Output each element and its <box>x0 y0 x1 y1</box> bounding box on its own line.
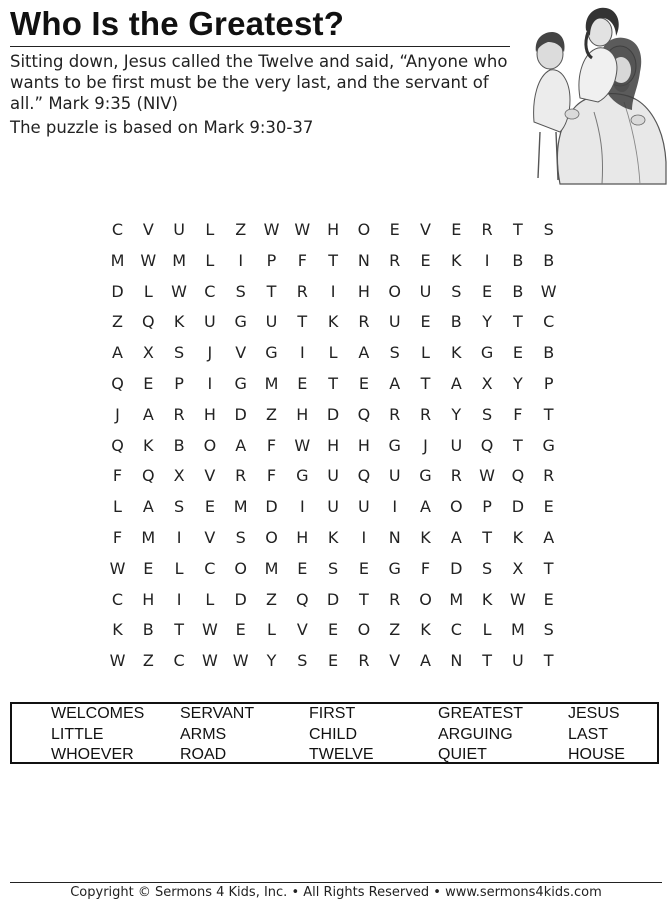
grid-letter: K <box>512 528 524 547</box>
grid-letter: H <box>357 435 370 455</box>
grid-letter: T <box>328 250 338 270</box>
grid-letter: T <box>266 281 277 301</box>
grid-letter: E <box>358 374 369 393</box>
grid-letter: L <box>174 558 184 578</box>
grid-letter: R <box>450 466 462 486</box>
grid-letter: Z <box>142 651 154 671</box>
grid-letter: F <box>112 528 123 547</box>
grid-letter: O <box>419 589 432 609</box>
grid-letter: T <box>297 312 308 332</box>
grid-letter: F <box>297 250 307 270</box>
grid-letter: D <box>265 497 278 517</box>
grid-letter: G <box>388 435 401 455</box>
grid-letter: L <box>267 620 276 640</box>
grid-letter: K <box>327 312 339 332</box>
grid-letter: O <box>450 497 463 517</box>
grid-letter: T <box>513 220 523 239</box>
grid-letter: A <box>389 374 401 393</box>
grid-letter: N <box>357 250 370 270</box>
word-bank-word: GREATEST <box>438 705 524 722</box>
grid-letter: L <box>482 620 492 640</box>
grid-letter: B <box>512 281 524 301</box>
word-bank-word: ARMS <box>180 725 227 743</box>
grid-letter: J <box>207 343 213 363</box>
grid-letter: I <box>176 589 182 609</box>
grid-letter: W <box>232 651 249 671</box>
grid-letter: K <box>143 435 154 455</box>
grid-letter: Q <box>142 466 155 486</box>
word-bank <box>10 702 659 764</box>
grid-letter: M <box>141 528 156 547</box>
grid-letter: K <box>420 528 431 547</box>
grid-letter: E <box>512 343 523 363</box>
grid-letter: W <box>294 435 311 455</box>
grid-letter: S <box>174 343 185 363</box>
grid-letter: S <box>235 281 246 301</box>
page-title: Who Is the Greatest? <box>10 5 345 42</box>
grid-letter: D <box>234 589 247 609</box>
grid-letter: K <box>451 250 462 270</box>
grid-letter: S <box>482 404 493 424</box>
word-bank-word: LAST <box>568 725 609 743</box>
grid-letter: C <box>543 312 555 332</box>
grid-letter: E <box>143 374 154 393</box>
grid-letter: H <box>327 435 340 455</box>
grid-letter: M <box>449 589 464 609</box>
grid-letter: L <box>205 250 215 270</box>
grid-letter: S <box>543 620 554 640</box>
grid-letter: X <box>481 374 493 393</box>
grid-letter: Q <box>357 404 371 424</box>
grid-letter: N <box>388 528 401 547</box>
grid-letter: D <box>450 558 463 578</box>
grid-letter: H <box>296 404 309 424</box>
grid-letter: B <box>543 250 555 270</box>
grid-letter: H <box>296 528 309 547</box>
grid-letter: M <box>233 497 248 517</box>
word-bank-word: TWELVE <box>309 746 374 763</box>
grid-letter: E <box>328 651 339 671</box>
grid-letter: O <box>388 281 401 301</box>
word-bank-word: CHILD <box>309 725 358 743</box>
grid-letter: Y <box>482 312 492 332</box>
grid-letter: M <box>110 250 125 270</box>
grid-letter: U <box>173 220 185 239</box>
grid-letter: E <box>143 558 154 578</box>
grid-letter: W <box>540 281 557 301</box>
grid-letter: M <box>172 250 186 270</box>
grid-letter: E <box>328 620 339 640</box>
word-bank-word: ROAD <box>180 746 227 763</box>
grid-letter: L <box>205 220 215 239</box>
grid-letter: I <box>484 250 490 270</box>
grid-letter: Z <box>266 404 277 424</box>
grid-letter: Y <box>266 651 277 671</box>
grid-letter: T <box>328 374 338 393</box>
grid-letter: F <box>266 435 277 455</box>
grid-letter: K <box>327 528 339 547</box>
grid-letter: R <box>481 220 493 239</box>
grid-letter: C <box>204 281 216 301</box>
grid-letter: S <box>235 528 246 547</box>
grid-letter: A <box>450 528 462 547</box>
word-bank-word: QUIET <box>438 746 487 763</box>
grid-letter: F <box>266 466 277 486</box>
grid-letter: A <box>112 343 123 363</box>
grid-letter: S <box>389 343 400 363</box>
grid-letter: Q <box>511 466 525 486</box>
grid-letter: V <box>204 528 216 547</box>
grid-letter: V <box>420 220 431 239</box>
grid-letter: O <box>357 220 371 239</box>
grid-letter: O <box>357 620 371 640</box>
grid-letter: D <box>511 497 525 517</box>
grid-letter: F <box>112 466 123 486</box>
grid-letter: V <box>296 620 308 640</box>
grid-letter: S <box>451 281 462 301</box>
grid-letter: R <box>358 651 370 671</box>
grid-letter: C <box>111 589 124 609</box>
grid-letter: P <box>543 374 554 393</box>
grid-letter: S <box>328 558 339 578</box>
grid-letter: W <box>201 620 218 640</box>
grid-letter: G <box>419 466 432 486</box>
grid-letter: U <box>265 312 278 332</box>
grid-letter: Y <box>513 374 523 393</box>
grid-letter: E <box>543 589 554 609</box>
grid-letter: U <box>512 651 524 671</box>
word-bank-word: ARGUING <box>438 725 513 743</box>
grid-letter: V <box>204 466 216 486</box>
word-bank-word: WELCOMES <box>51 705 145 722</box>
grid-letter: K <box>112 620 123 640</box>
grid-letter: A <box>142 497 154 517</box>
grid-letter: R <box>389 589 401 609</box>
grid-letter: F <box>513 404 523 424</box>
grid-letter: C <box>111 220 124 239</box>
grid-letter: W <box>140 250 157 270</box>
grid-letter: B <box>512 250 524 270</box>
grid-letter: U <box>327 466 339 486</box>
grid-letter: W <box>479 466 495 486</box>
grid-letter: R <box>419 404 432 424</box>
grid-letter: L <box>205 589 215 609</box>
grid-letter: G <box>388 558 401 578</box>
grid-letter: U <box>450 435 463 455</box>
grid-letter: I <box>392 497 398 517</box>
grid-letter: R <box>296 281 308 301</box>
grid-letter: X <box>142 343 154 363</box>
grid-letter: P <box>482 497 492 517</box>
grid-letter: B <box>543 343 555 363</box>
grid-letter: K <box>173 312 185 332</box>
grid-letter: I <box>299 497 305 517</box>
grid-letter: G <box>265 343 278 363</box>
grid-letter: R <box>173 404 185 424</box>
grid-letter: W <box>263 220 280 239</box>
grid-letter: P <box>266 250 277 270</box>
jesus-with-children-drawing <box>520 2 668 188</box>
grid-letter: T <box>543 404 554 424</box>
grid-letter: T <box>482 651 492 671</box>
grid-letter: I <box>176 528 182 547</box>
title-divider <box>10 46 510 47</box>
word-bank-word: WHOEVER <box>51 746 134 763</box>
grid-letter: Q <box>480 435 494 455</box>
grid-letter: U <box>204 312 216 332</box>
grid-letter: L <box>113 497 122 517</box>
grid-letter: E <box>420 250 431 270</box>
bible-verse: Sitting down, Jesus called the Twelve and said, “Anyone who wants to be first must be the very last, and the servant of all.” Mark 9:35 (NIV) <box>10 52 508 113</box>
grid-letter: A <box>420 497 431 517</box>
grid-letter: K <box>451 343 462 363</box>
grid-letter: Z <box>235 220 247 239</box>
grid-letter: U <box>388 466 401 486</box>
grid-letter: M <box>264 374 279 393</box>
grid-letter: T <box>420 374 431 393</box>
grid-letter: U <box>327 497 339 517</box>
grid-letter: E <box>482 281 493 301</box>
grid-letter: T <box>174 620 184 640</box>
grid-letter: Z <box>266 589 277 609</box>
grid-letter: W <box>109 558 126 578</box>
grid-letter: Q <box>142 312 155 332</box>
grid-letter: E <box>235 620 246 640</box>
grid-letter: Y <box>451 404 462 424</box>
grid-letter: Q <box>357 466 371 486</box>
word-bank-word: FIRST <box>309 705 356 722</box>
word-bank-word: JESUS <box>568 705 620 722</box>
grid-letter: I <box>238 250 244 270</box>
grid-letter: R <box>358 312 370 332</box>
grid-letter: J <box>115 404 120 424</box>
grid-letter: R <box>543 466 555 486</box>
grid-letter: W <box>171 281 187 301</box>
grid-letter: R <box>389 404 401 424</box>
grid-letter: T <box>543 558 554 578</box>
grid-letter: L <box>421 343 430 363</box>
grid-letter: A <box>142 404 154 424</box>
grid-letter: Z <box>389 620 401 640</box>
grid-letter: K <box>481 589 493 609</box>
grid-letter: X <box>173 466 185 486</box>
grid-letter: R <box>389 250 401 270</box>
word-bank-word: LITTLE <box>51 725 104 743</box>
grid-letter: D <box>111 281 124 301</box>
grid-letter: L <box>143 281 153 301</box>
grid-letter: Q <box>111 374 124 393</box>
grid-letter: U <box>419 281 432 301</box>
grid-letter: L <box>328 343 338 363</box>
grid-letter: H <box>203 404 216 424</box>
grid-letter: O <box>203 435 217 455</box>
grid-letter: G <box>542 435 555 455</box>
grid-letter: A <box>358 343 370 363</box>
grid-letter: O <box>265 528 278 547</box>
grid-letter: T <box>482 528 492 547</box>
grid-letter: T <box>513 312 523 332</box>
grid-letter: J <box>423 435 428 455</box>
grid-letter: V <box>142 220 154 239</box>
grid-letter: R <box>235 466 247 486</box>
grid-letter: E <box>420 312 431 332</box>
grid-letter: D <box>326 589 340 609</box>
grid-letter: B <box>173 435 185 455</box>
grid-letter: H <box>142 589 155 609</box>
grid-letter: M <box>264 558 279 578</box>
grid-letter: T <box>513 435 523 455</box>
grid-letter: H <box>357 281 370 301</box>
grid-letter: B <box>142 620 154 640</box>
grid-letter: M <box>510 620 525 640</box>
grid-letter: E <box>543 497 554 517</box>
grid-letter: C <box>204 558 216 578</box>
grid-letter: O <box>234 558 247 578</box>
grid-letter: B <box>450 312 462 332</box>
grid-letter: C <box>173 651 185 671</box>
grid-letter: V <box>389 651 401 671</box>
grid-letter: D <box>326 404 340 424</box>
grid-letter: A <box>543 528 555 547</box>
grid-letter: T <box>359 589 369 609</box>
grid-letter: S <box>482 558 493 578</box>
grid-letter: E <box>297 374 308 393</box>
grid-letter: A <box>450 374 462 393</box>
grid-letter: C <box>450 620 462 640</box>
grid-letter: F <box>420 558 431 578</box>
grid-letter: W <box>201 651 218 671</box>
grid-letter: E <box>451 220 462 239</box>
grid-letter: G <box>234 374 247 393</box>
grid-letter: E <box>389 220 400 239</box>
grid-letter: W <box>294 220 311 239</box>
grid-letter: S <box>297 651 308 671</box>
grid-letter: G <box>296 466 309 486</box>
grid-letter: I <box>207 374 213 393</box>
grid-letter: A <box>420 651 431 671</box>
puzzle-basis: The puzzle is based on Mark 9:30-37 <box>10 118 314 137</box>
grid-letter: Q <box>111 435 124 455</box>
grid-letter: D <box>234 404 247 424</box>
grid-letter: S <box>174 497 185 517</box>
grid-letter: A <box>235 435 247 455</box>
grid-letter: H <box>327 220 340 239</box>
grid-letter: E <box>204 497 215 517</box>
word-bank-word: SERVANT <box>180 705 255 722</box>
grid-letter: E <box>358 558 369 578</box>
grid-letter: G <box>234 312 247 332</box>
grid-letter: K <box>420 620 431 640</box>
grid-letter: E <box>297 558 308 578</box>
grid-letter: W <box>509 589 526 609</box>
grid-letter: I <box>299 343 305 363</box>
grid-letter: N <box>450 651 463 671</box>
grid-letter: U <box>358 497 370 517</box>
grid-letter: G <box>480 343 494 363</box>
grid-letter: I <box>330 281 336 301</box>
grid-letter: V <box>235 343 247 363</box>
grid-letter: T <box>543 651 554 671</box>
grid-letter: U <box>388 312 401 332</box>
word-bank-word: HOUSE <box>568 746 625 763</box>
grid-letter: S <box>543 220 554 239</box>
footer-divider <box>10 882 662 883</box>
grid-letter: Z <box>112 312 123 332</box>
grid-letter: Q <box>296 589 309 609</box>
grid-letter: P <box>174 374 184 393</box>
grid-letter: W <box>109 651 126 671</box>
grid-letter: I <box>361 528 367 547</box>
copyright-footer: Copyright © Sermons 4 Kids, Inc. • All Rights Reserved • www.sermons4kids.com <box>70 885 602 900</box>
grid-letter: X <box>512 558 524 578</box>
